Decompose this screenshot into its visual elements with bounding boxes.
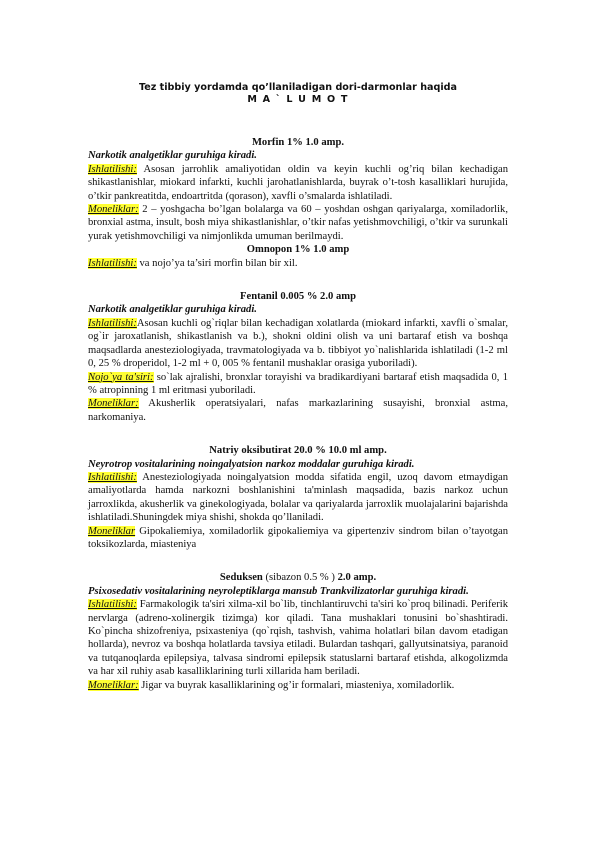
- usage-text: Farmakologik ta'siri xilma-xil bo`lib, tinchlantiruvchi ta'siri ko`proq bilinadi. Periferik nervlarga (adreno-xolinergik tizimga) kor qiladi. Tana mushaklari tonusini bo`shashtiradi. Ko`pincha shizofreniya, psixasteniya (qo`rqish, tashvish, vahima holatlari bilan davom etadigan hollarda), nevroz va boshqa holatlarda tavsiya etiladi. Bulardan tashqari, gallyutsinatsiya, paranoid va tutqanoqlarda epilepsiya, talvasa sindromi epilepsik statuslarni bartaraf etishda, alkogolizmda va har xil ruhiy asab kasalliklarining turli xillarida ham beriladi.: [88, 599, 508, 678]
- drug-category-fentanil: Narkotik analgetiklar guruhiga kiradi.: [88, 304, 257, 316]
- contra-label: Moneliklar:: [88, 204, 139, 216]
- contra-paragraph-fentanil: [88, 397, 508, 424]
- usage-paragraph-omnopon: [88, 257, 508, 270]
- drug-title-morfin: Morfin 1% 1.0 amp.: [251, 137, 345, 148]
- usage-paragraph-fentanil: [88, 317, 508, 371]
- drug-title-seduksen: [88, 571, 508, 584]
- side-effects-text: so`lak ajralishi, bronxlar torayishi va bradikardiyani bartaraf etish maqsadida 0, 1 % atropinning 1 ml eritmasi yuboriladi.: [88, 371, 508, 396]
- header-subtitle: M A ` L U M O T: [247, 94, 349, 105]
- contra-text: Gipokaliemiya, xomiladorlik gipokaliemiya va gipertenziv sindrom bilan o’tayotgan toksikozlarda, miasteniya: [88, 525, 508, 550]
- contra-label: Moneliklar:: [88, 398, 139, 410]
- usage-text: Asosan jarrohlik amaliyotidan oldin va keyin kuchli og’riq bilan kechadigan shikastlanishlar, miokard infarkti, kuchli jarohatlanishlarda, buyrak o’t-tosh kasalliklari hurujida, o’tkir pankreatitda, endoartritda (qorason), xavfli o’smalarda ishlatiladi.: [88, 163, 508, 202]
- side-effects-paragraph-fentanil: [88, 371, 508, 398]
- usage-paragraph-morfin: [88, 163, 508, 203]
- usage-label: Ishlatilishi:: [88, 471, 137, 483]
- header-title: Tez tibbiy yordamda qo’llaniladigan dori-darmonlar haqida: [138, 82, 458, 93]
- usage-text: va nojo’ya ta’siri morfin bilan bir xil.: [136, 257, 298, 269]
- usage-text: Anesteziologiyada noingalyatsion modda sifatida engil, uzoq davom etmaydigan amaliyotlarda hamda narkozni boshlanishini ta'minlash maqsadida, bazis narkoz uchun jarroxlikda, akusherlik va ginekologiyada, bolalar va qariyalarda jarroxlik muolajalarini bajarishda ishlatiladi.Shuningdek miya shishi, shokda qo’llaniladi.: [88, 471, 508, 524]
- contra-paragraph-natriy-oksibutirat: [88, 525, 508, 552]
- drug-category-morfin: Narkotik analgetiklar guruhiga kiradi.: [88, 150, 257, 162]
- drug-title-natriy-oksibutirat: Natriy oksibutirat 20.0 % 10.0 ml amp.: [209, 445, 387, 457]
- drug-name-seduksen: Seduksen: [219, 572, 263, 584]
- usage-text: Asosan kuchli og`riqlar bilan kechadigan xolatlarda (miokard infarkti, xavfli o`smalar, og`ir jaroxatlanish, shikastlanish va b.), shokni oldini olish va uni bartaraf etish va boshqa maqsadlarda anesteziologiyada, travmatologiyada va b. tibbiyot yo`nalishlarida ishlatiladi (1-2 ml 0, 25 % droperidol, 1-2 ml + 0, 005 % fentanil mushaklar orasiga yuboriladi).: [88, 317, 508, 370]
- usage-label: Ishlatilishi:: [88, 317, 137, 329]
- drug-category-natriy-oksibutirat: Neyrotrop vositalarining noingalyatsion narkoz moddalar guruhiga kiradi.: [88, 458, 415, 470]
- usage-label: Ishlatilishi:: [88, 257, 137, 269]
- drug-title-fentanil: Fentanil 0.005 % 2.0 amp: [240, 291, 356, 303]
- drug-dose-seduksen: 2.0 amp.: [337, 572, 377, 584]
- side-effects-label: Nojo`ya ta'siri:: [88, 371, 154, 383]
- usage-paragraph-seduksen: [88, 598, 508, 678]
- contra-label: Moneliklar: [88, 525, 136, 537]
- contra-text: Akusherlik operatsiyalari, nafas markazlarining susayishi, bronxial astma, narkomaniya.: [88, 398, 508, 423]
- usage-label: Ishlatilishi:: [88, 599, 137, 611]
- drug-title-omnopon: Omnopon 1% 1.0 amp: [246, 244, 350, 256]
- usage-label: Ishlatilishi:: [88, 163, 137, 175]
- contra-label: Moneliklar:: [88, 679, 139, 691]
- drug-category-seduksen: Psixosedativ vositalarining neyroleptiklarga mansub Trankvilizatorlar guruhiga kiradi.: [88, 585, 469, 597]
- contra-text: 2 – yoshgacha bo’lgan bolalarga va 60 – yoshdan oshgan qariyalarga, xomiladorlik, bronxial astma, insult, bosh miya shikastlanishlar, o’tkir nafas yetishmovchiligi, o’tkir va surunkali yurak yetishmovchiligi va nimjonlikda umuman berilmaydi.: [88, 204, 508, 242]
- contra-text: Jigar va buyrak kasalliklarining og’ir formalari, miasteniya, xomiladorlik.: [138, 679, 455, 691]
- document-page: [88, 82, 508, 692]
- drug-form-seduksen: (sibazon 0.5 % ): [262, 572, 338, 584]
- usage-paragraph-natriy-oksibutirat: [88, 471, 508, 525]
- contra-paragraph-morfin: [88, 203, 508, 243]
- contra-paragraph-seduksen: [88, 679, 508, 692]
